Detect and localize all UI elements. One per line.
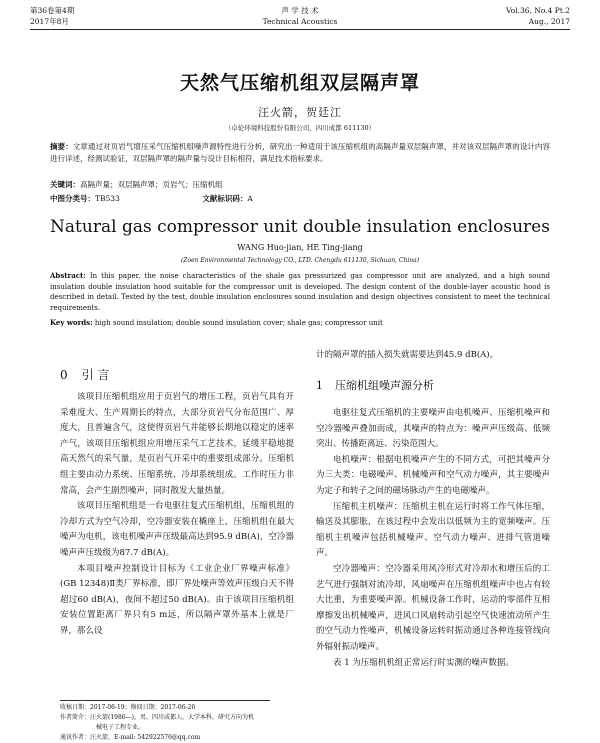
keywords-en-label: Key words:	[50, 318, 93, 327]
abstract-cn	[50, 141, 550, 165]
abstract-cn-text: 文章通过对页岩气增压采气压缩机组噪声源特性进行分析，研究出一种适用于该压缩机组的高隔声量双层隔声罩，并对该双层隔声罩的设计内容进行详述，经测试验证，双层隔声罩的隔声量与设计目标相符，满足技术指标要求。	[50, 142, 550, 163]
keywords-en	[50, 318, 550, 327]
journal-date: 2017年8月	[30, 17, 69, 26]
title-cn: 天然气压缩机组双层隔声罩	[179, 72, 420, 94]
footnote-rule	[60, 700, 270, 701]
document-code	[202, 193, 252, 204]
journal-name-cn: 声 学 技 术	[281, 6, 319, 15]
keywords-en-text: high sound insulation; double sound insulation cover; shale gas; compressor unit	[92, 319, 383, 327]
header-rule	[30, 29, 570, 30]
section-0-title: 引 言	[81, 368, 110, 382]
noise-paragraph-compressor: 压缩机主机噪声：压缩机主机在运行时将工作气体压缩，输送及其膨胀，在该过程中会发出以低频为主的宽频噪声。压缩机主机噪声包括机械噪声、空气动力噪声、进排气管道噪声。	[316, 501, 550, 559]
footnote-received: 收稿日期：2017-06-19；修回日期：2017-06-26	[60, 704, 196, 711]
journal-date-en: Aug., 2017	[528, 17, 570, 26]
doc-value: A	[247, 194, 253, 203]
abstract-en-text: In this paper, the noise characteristics of the shale gas pressurized gas compressor unit are analyzed, and a high sound insulation double insulation hood suitable for the compressor unit is developed. The design content of the double-layer acoustic hood is described in detail. Tested by the test, double insulation enclosures sound insulation and design objectives consistent to meet the technical requirements.	[50, 272, 550, 312]
section-1-heading	[316, 377, 434, 393]
abstract-en-label: Abstract:	[50, 271, 86, 280]
clc-label: 中图分类号：	[50, 194, 95, 203]
doc-label: 文献标识码：	[202, 194, 248, 203]
abstract-en	[50, 271, 550, 313]
keywords-cn-label: 关键词：	[50, 180, 80, 189]
keywords-cn	[50, 179, 550, 190]
noise-paragraph-1: 电驱往复式压缩机的主要噪声由电机噪声、压缩机噪声和空冷器噪声叠加而成，其噪声的特点为：噪声声压级高、低频突出、传播距离远、污染范围大。	[316, 408, 550, 450]
section-1-number: 1	[316, 379, 323, 392]
noise-paragraph-aircooler: 空冷器噪声：空冷器采用风冷形式对冷却水和增压后的工艺气进行强制对流冷却，风扇噪声在压缩机组噪声中也占有较大比重，为重要噪声源。机械设备工作时，运动的零部件互相摩擦发出机械噪声，进风口风扇转动引起空气快速流动所产生的空气动力性噪声，机械设备运转时振动通过各种连接管线向外辐射振动噪声。	[316, 563, 550, 652]
clc-value: TB533	[95, 194, 120, 203]
journal-name-en: Technical Acoustics	[262, 17, 338, 26]
intro-continuation: 计的隔声罩的插入损失就需要达到45.9 dB(A)。	[316, 350, 499, 360]
abstract-cn-label: 摘要：	[50, 142, 73, 151]
noise-paragraph-motor: 电机噪声：根据电机噪声产生的不同方式，可把其噪声分为三大类：电磁噪声、机械噪声和空气动力噪声，其主要噪声为定子和转子之间的磁场脉动产生的电磁噪声。	[316, 454, 550, 496]
section-0-number: 0	[60, 368, 68, 382]
affiliation-cn: （卓伦环境科技股份有限公司，四川成都 611130）	[224, 124, 376, 132]
intro-paragraph-1: 该项目压缩机组应用于页岩气的增压工程，页岩气具有开采难度大、生产周期长的特点，大部分页岩气分布范围广、厚度大，且普遍含气，这使得页岩气井能够长期地以稳定的速率产气，该项目压缩机组应用增压采气工艺技术，延缓平稳地提高天然气的采气量，是页岩气开采中的重要组成部分。压缩机组主要由动力系统、压缩系统、冷却系统组成。工作时压力非常高，会产生剧烈噪声，同时散发大量热量。	[60, 392, 294, 496]
keywords-cn-text: 高隔声量；双层隔声罩；页岩气；压缩机组	[80, 180, 223, 189]
footnote-bio-2: 械电子工程专业。	[96, 724, 145, 731]
clc-code	[50, 193, 200, 204]
section-1-title: 压缩机组噪声源分析	[335, 379, 434, 392]
title-en: Natural gas compressor unit double insulation enclosures	[50, 217, 550, 237]
authors-en: WANG Huo-jian, HE Ting-jiang	[237, 243, 363, 252]
footnote	[60, 703, 290, 743]
intro-paragraph-3: 本项目噪声控制设计目标为《工业企业厂界噪声标准》(GB 12348)Ⅱ类厂界标准，即厂界处噪声等效声压级白天不得超过60 dB(A)，夜间不超过50 dB(A)。由于该项目压缩机组安装位置距离厂界只有5 m远，所以隔声罩外基本上就是厂界，那么设	[60, 563, 294, 636]
intro-paragraph-2: 该项目压缩机组是一台电驱往复式压缩机组，压缩机组的冷却方式为空气冷却，空冷器安装在橇座上，压缩机组在最大噪声为电机，该电机噪声声压级最高达到95.9 dB(A)，空冷器噪声声压级级为87.7 dB(A)。	[60, 501, 294, 558]
authors-cn: 汪火箭，贺廷江	[258, 106, 342, 119]
left-column	[60, 390, 294, 640]
section-0-heading	[60, 366, 109, 383]
journal-volume: 第36卷第4期	[30, 6, 75, 15]
affiliation-en: (Zoen Environmental Technology CO., LTD. Chengdu 611130, Sichuan, China)	[180, 257, 420, 264]
footnote-bio-1: 作者简介：汪火箭(1986—)，男，四川成都人，大学本科，研究方向为机	[60, 714, 254, 721]
noise-paragraph-table-ref: 表 1 为压缩机机组正常运行时实测的噪声数据。	[333, 657, 514, 668]
classification-row	[50, 193, 550, 204]
journal-volume-en: Vol.36, No.4 Pt.2	[505, 6, 570, 15]
footnote-contact: 通讯作者：汪火箭，E-mail: 542922576@qq.com	[60, 734, 201, 741]
right-column-top	[316, 348, 550, 364]
right-column	[316, 406, 550, 671]
